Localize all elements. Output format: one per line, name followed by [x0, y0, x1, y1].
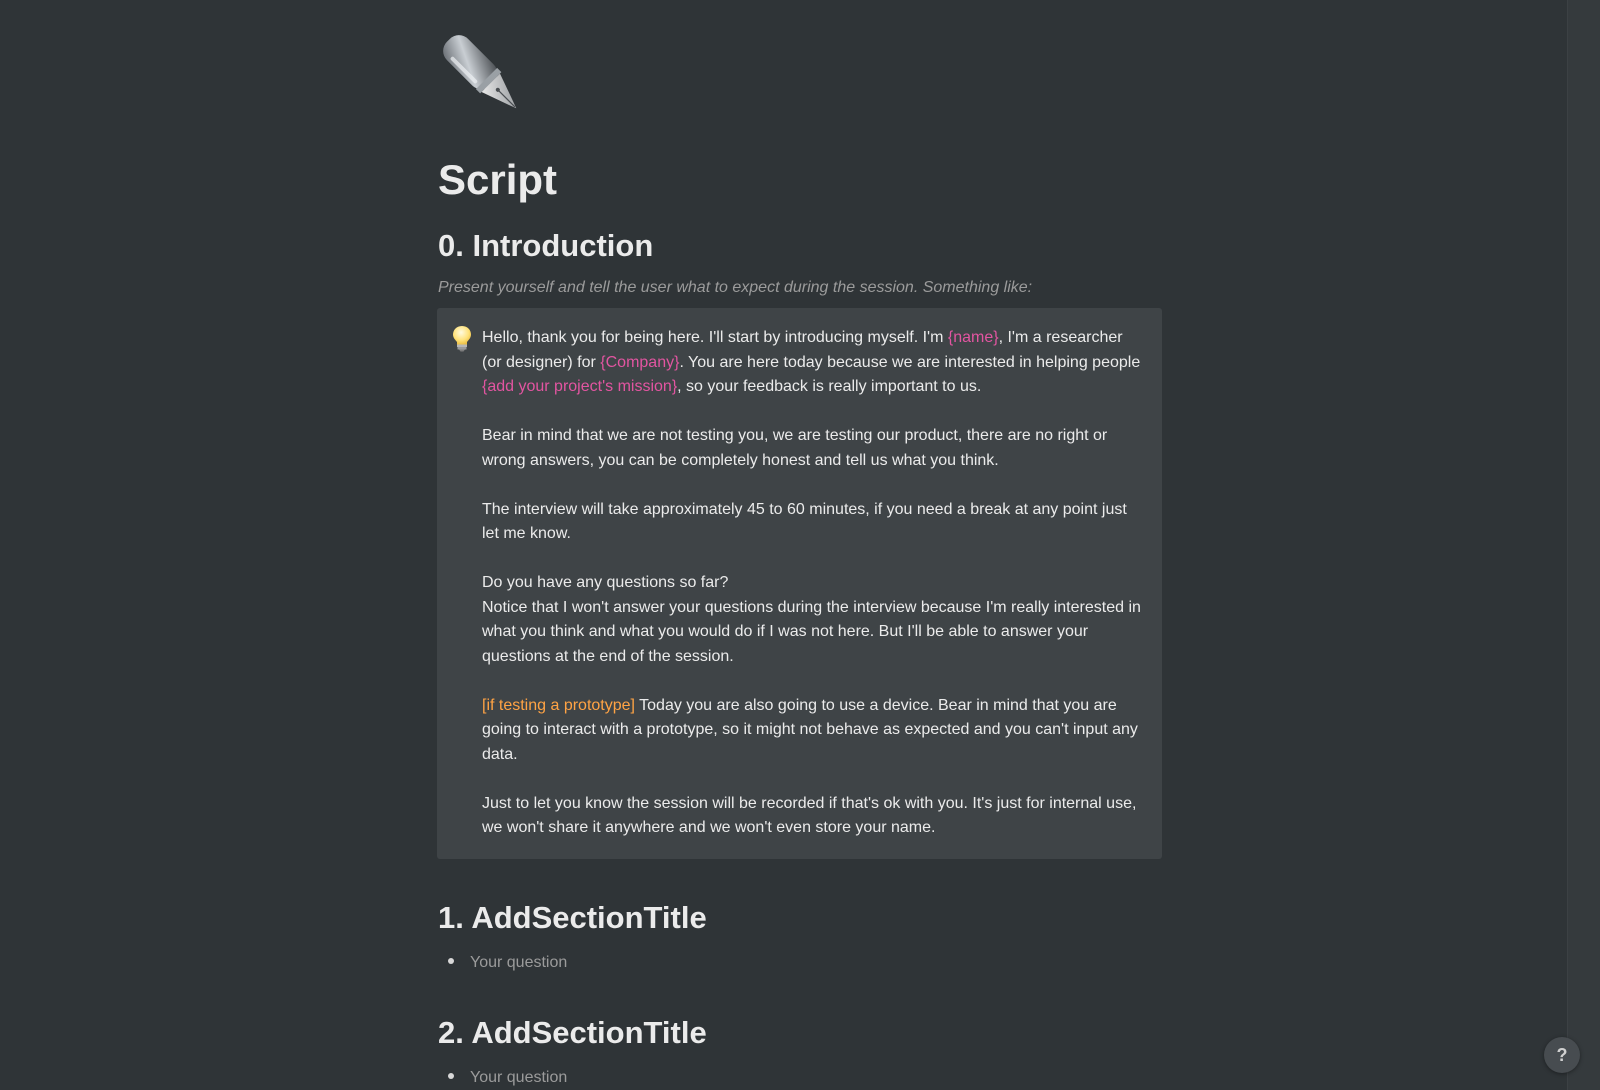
bullet-item[interactable]: [438, 951, 567, 975]
callout-paragraph-notice: Notice that I won't answer your questions during the interview because I'm really interested in what you think and what you would do if I was not here. But I'll be able to answer your questions at the end of the session.: [482, 598, 1141, 665]
callout-paragraph-recording: Just to let you know the session will be recorded if that's ok with you. It's just for internal use, we won't share it anywhere and we won't even store your name.: [482, 794, 1137, 836]
page-title[interactable]: Script: [438, 156, 558, 203]
bullet-text[interactable]: Your question: [470, 1069, 568, 1086]
callout-paragraph-testing: Bear in mind that we are not testing you, we are testing our product, there are no right or wrong answers, you can be completely honest and tell us what you think.: [482, 427, 1108, 469]
section-heading-2[interactable]: 2. AddSectionTitle: [438, 1015, 707, 1050]
callout-paragraph-prototype: [482, 694, 1144, 768]
prototype-text: Today you are also going to use a device. Bear in mind that you are going to interact with a prototype, so it might not behave as expected and you can't input any data.: [482, 696, 1138, 763]
callout-paragraph-questions: Do you have any questions so far?: [482, 574, 729, 591]
fountain-pen-icon[interactable]: [438, 30, 528, 120]
help-button[interactable]: ?: [1544, 1037, 1580, 1073]
feedback-text: , so your feedback is really important to us.: [677, 378, 982, 395]
purpose-text: . You are here today because we are interested in helping people: [679, 353, 1141, 371]
bullet-dot-icon: [448, 958, 454, 964]
callout-block[interactable]: [437, 308, 1162, 859]
mission-placeholder: {add your project's mission}: [482, 378, 678, 395]
company-placeholder: {Company}: [600, 353, 680, 371]
light-bulb-icon[interactable]: [451, 325, 473, 353]
prototype-tag: [if testing a prototype]: [482, 696, 635, 714]
section-heading-1[interactable]: 1. AddSectionTitle: [438, 900, 707, 935]
section-heading-introduction[interactable]: 0. Introduction: [438, 228, 654, 263]
callout-paragraph-duration: The interview will take approximately 45 to 60 minutes, if you need a break at any point just let me know.: [482, 500, 1127, 542]
name-placeholder: {name}: [947, 329, 999, 346]
greeting-text: Hello, thank you for being here. I'll start by introducing myself. I'm: [482, 329, 948, 346]
role-text: , I'm a researcher (or designer) for: [482, 329, 1123, 371]
bullet-text[interactable]: Your question: [470, 954, 568, 971]
intro-note[interactable]: Present yourself and tell the user what to expect during the session. Something like:: [438, 279, 1033, 296]
right-scroll-gutter: [1567, 0, 1600, 1090]
callout-text[interactable]: [482, 326, 1144, 841]
callout-paragraph-greeting: [482, 326, 1144, 400]
bullet-dot-icon: [448, 1073, 454, 1079]
bullet-item[interactable]: [438, 1066, 567, 1090]
